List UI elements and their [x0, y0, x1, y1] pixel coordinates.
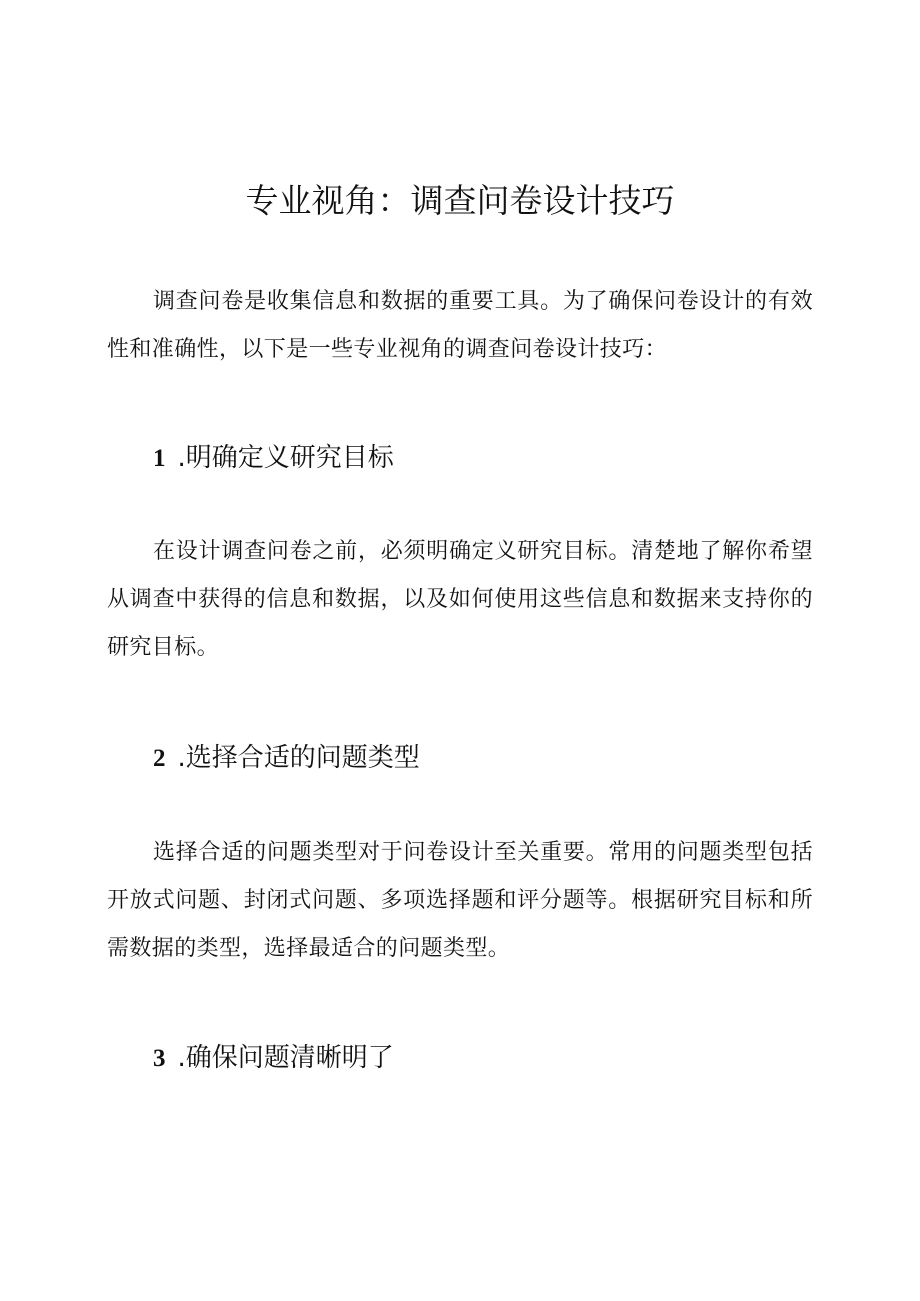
section-body-1: 在设计调查问卷之前，必须明确定义研究目标。清楚地了解你希望从调查中获得的信息和数据，以及如何使用这些信息和数据来支持你的研究目标。 [107, 539, 813, 660]
section-number-1: 1 [153, 445, 166, 472]
section-title-3: .确保问题清晰明了 [177, 1043, 394, 1073]
section-title-2: .选择合适的问题类型 [177, 743, 420, 773]
section-title-1: .明确定义研究目标 [177, 443, 394, 473]
section-heading-1 [153, 438, 853, 479]
section-heading-3 [153, 1038, 853, 1079]
section-number-2: 2 [153, 745, 166, 772]
page-title: 专业视角：调查问卷设计技巧 [245, 181, 675, 220]
section-body-2: 选择合适的问题类型对于问卷设计至关重要。常用的问题类型包括开放式问题、封闭式问题、多项选择题和评分题等。根据研究目标和所需数据的类型，选择最适合的问题类型。 [107, 840, 813, 961]
section-heading-2 [153, 738, 853, 779]
section-number-3: 3 [153, 1045, 166, 1072]
intro-paragraph: 调查问卷是收集信息和数据的重要工具。为了确保问卷设计的有效性和准确性，以下是一些专业视角的调查问卷设计技巧： [107, 289, 813, 362]
